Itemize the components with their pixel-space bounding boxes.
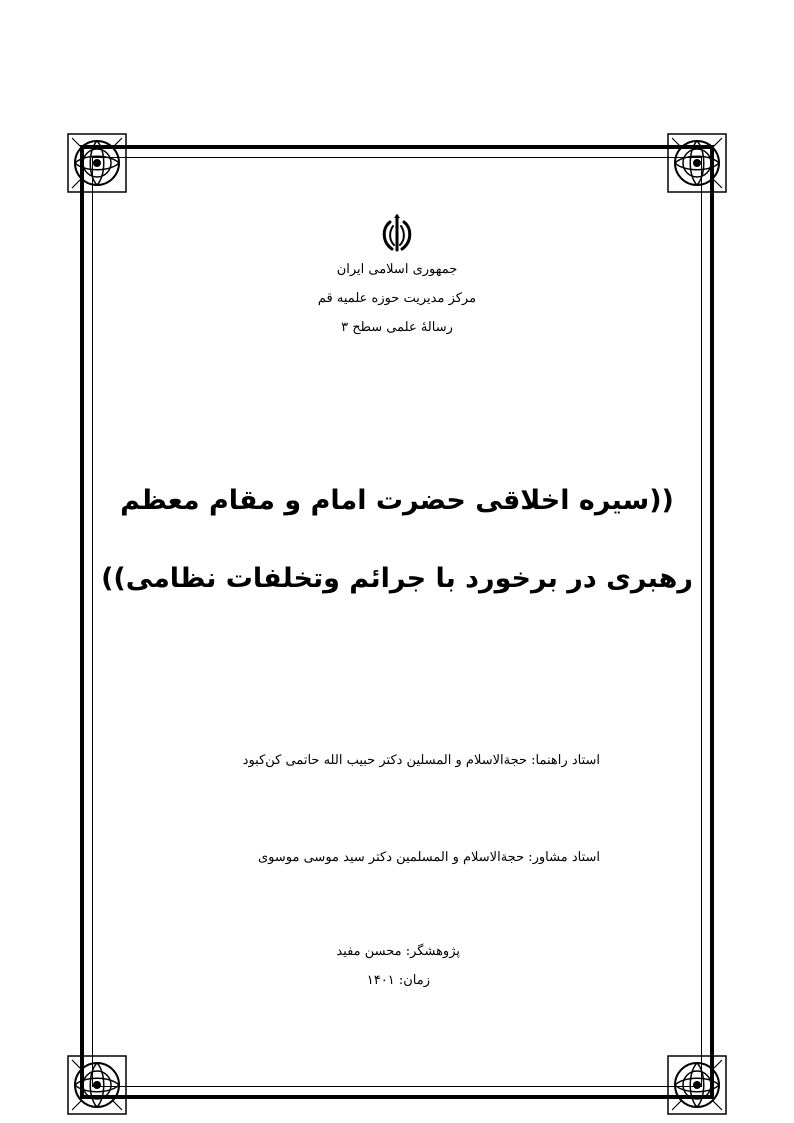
thesis-title-line-2: رهبری در برخورد با جرائم وتخلفات نظامی)) — [101, 563, 693, 594]
header-country: جمهوری اسلامی ایران — [336, 262, 458, 277]
ornamental-corner-icon — [666, 132, 728, 194]
header-institution: مرکز مدیریت حوزه علمیه قم — [317, 291, 477, 306]
researcher-credit: پژوهشگر: محسن مفید — [336, 944, 460, 959]
supervisor-credit: استاد راهنما: حجةالاسلام و المسلین دکتر حبیب الله حاتمی کن‌کبود — [242, 753, 600, 768]
thesis-title-line-1: ((سیره اخلاقی حضرت امام و مقام معظم — [120, 485, 674, 516]
iran-emblem-icon — [376, 212, 418, 254]
ornamental-corner-icon — [66, 1054, 128, 1116]
ornamental-corner-icon — [666, 1054, 728, 1116]
advisor-credit: استاد مشاور: حجةالاسلام و المسلمین دکتر سید موسی موسوی — [258, 850, 600, 865]
date-credit: زمان: ۱۴۰۱ — [366, 973, 430, 988]
ornamental-corner-icon — [66, 132, 128, 194]
header-thesis-level: رسالهٔ علمی سطح ۳ — [341, 320, 453, 335]
